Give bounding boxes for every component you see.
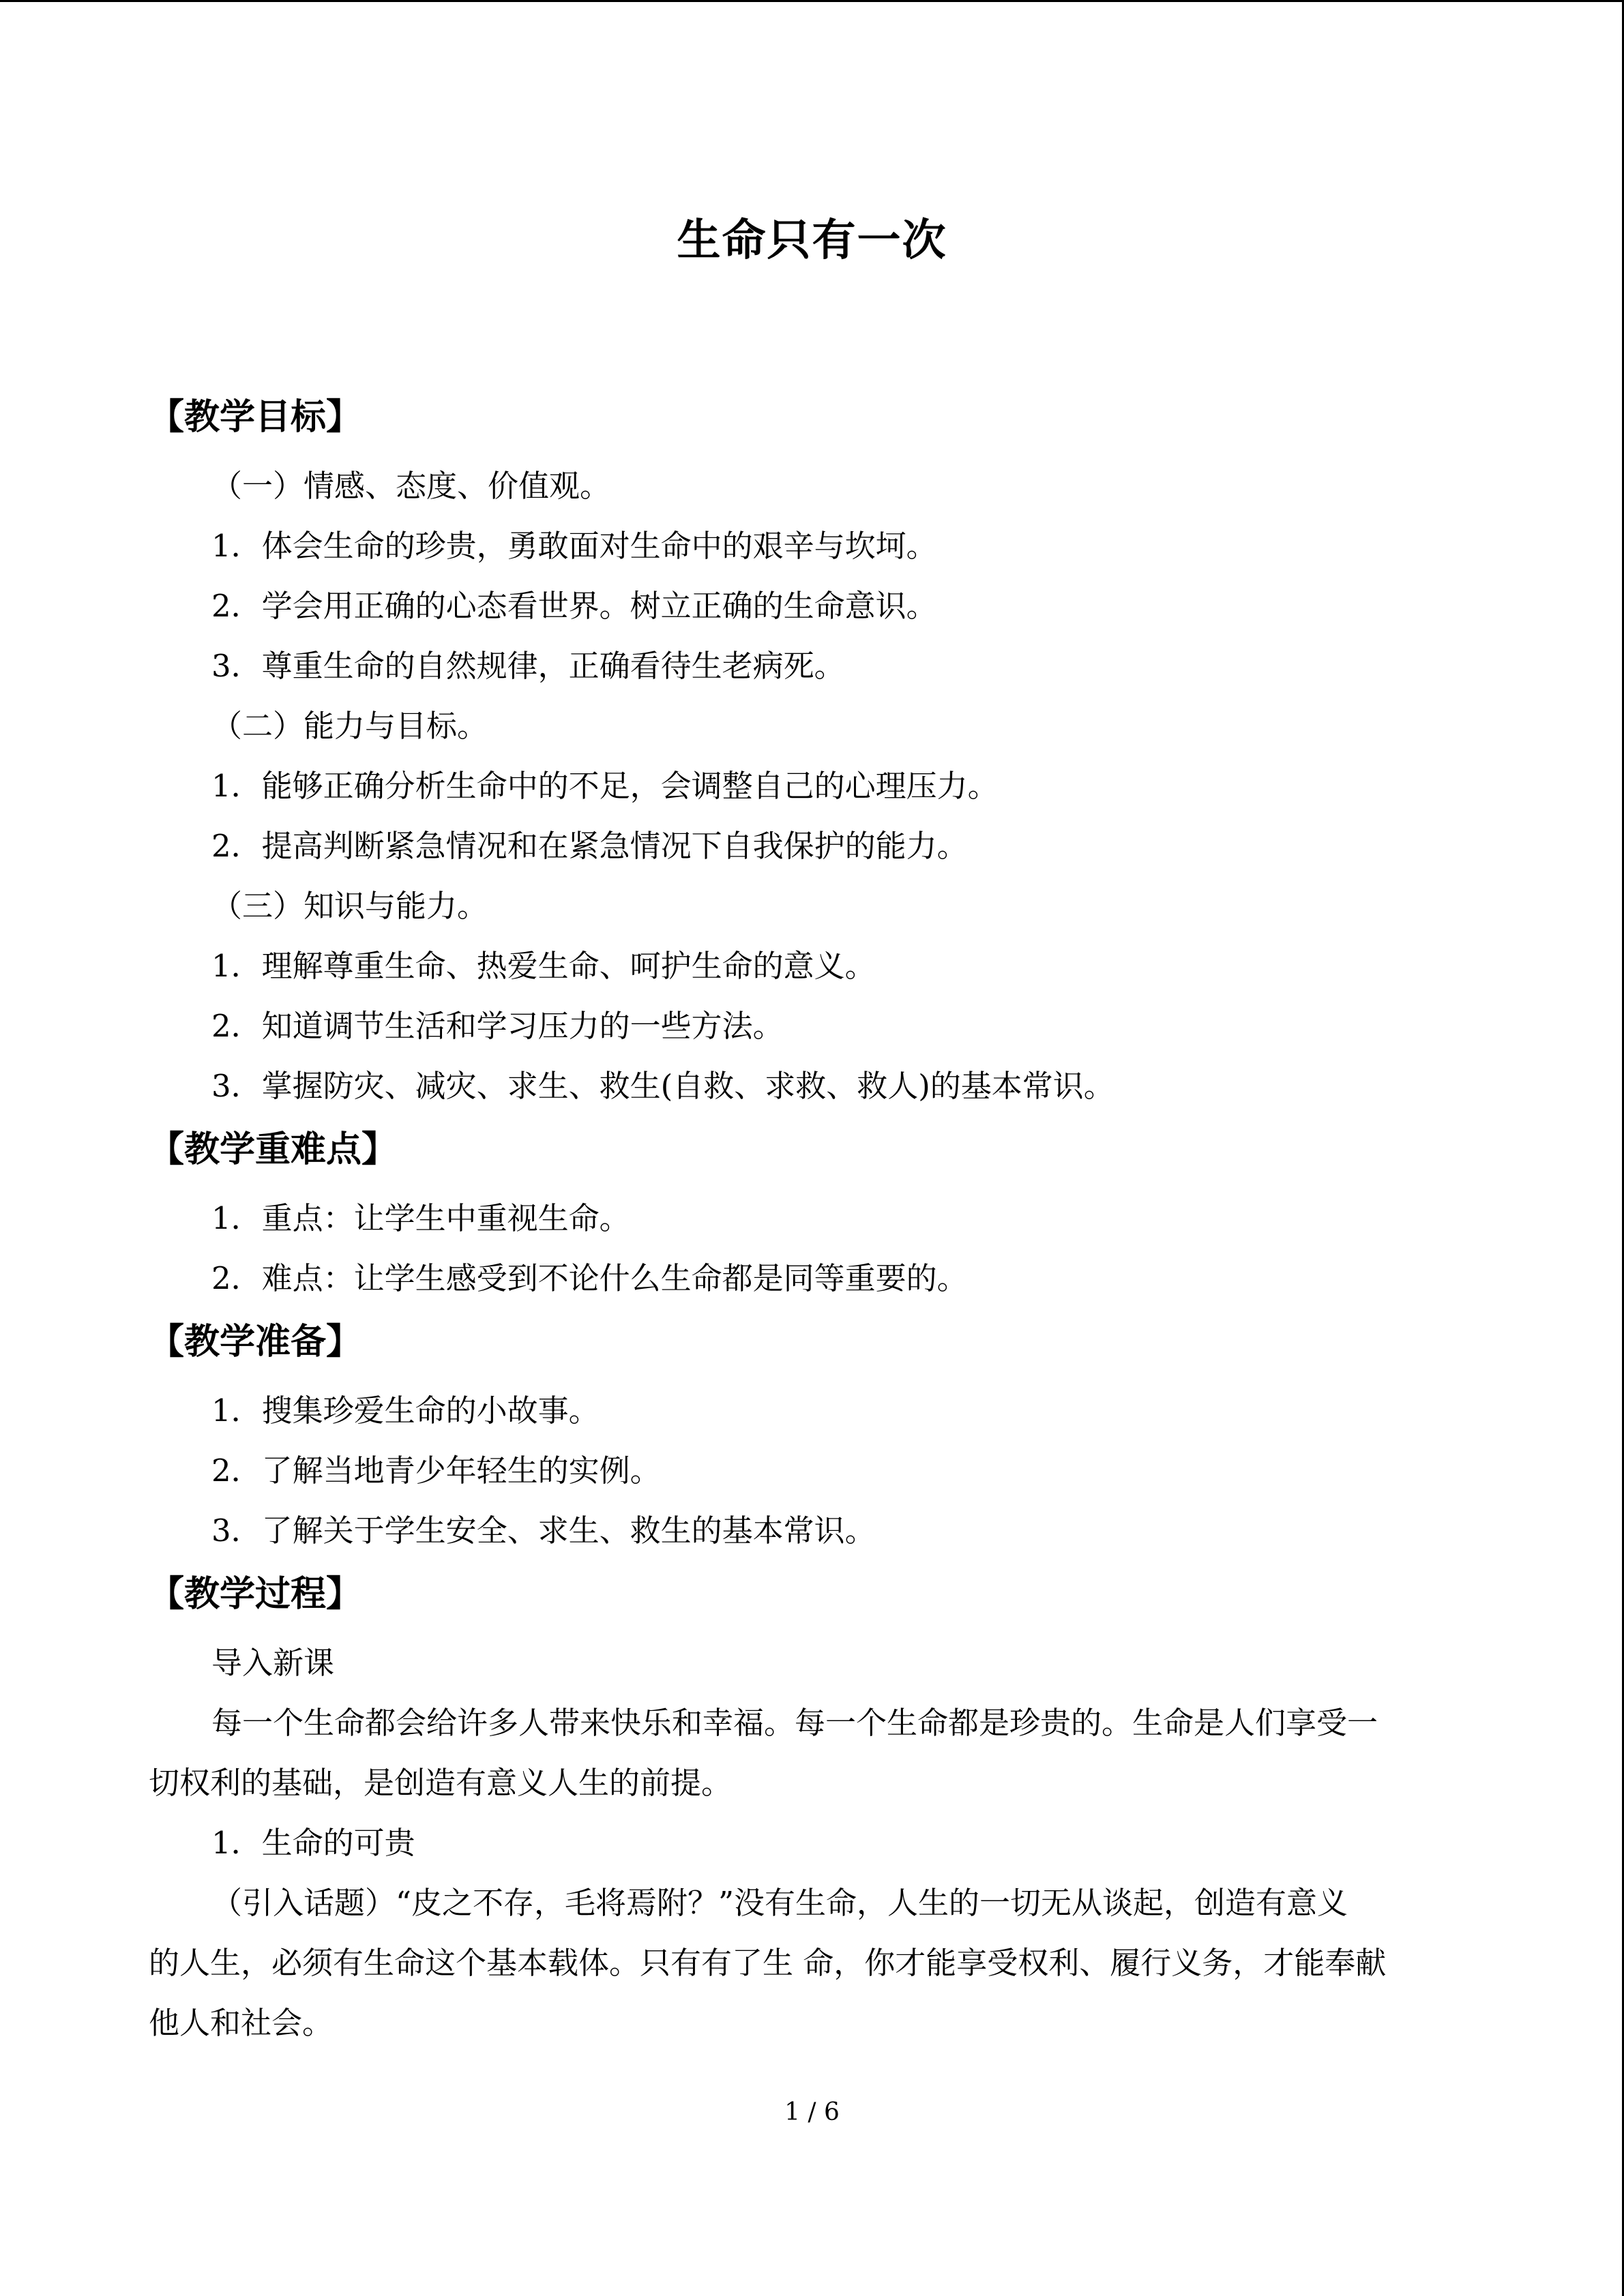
document-body [149, 384, 1486, 2053]
section-heading-goals: 【教学目标】 [149, 397, 362, 438]
preparation-line: 2．了解当地青少年轻生的实例。 [211, 1452, 661, 1489]
section-heading-key-points: 【教学重难点】 [149, 1129, 398, 1170]
section-heading-process: 【教学过程】 [149, 1574, 362, 1615]
document-title: 生命只有一次 [677, 215, 947, 266]
key-points-line: 1．重点：让学生中重视生命。 [211, 1200, 630, 1236]
goals-line: 2．学会用正确的心态看世界。树立正确的生命意识。 [211, 588, 937, 624]
goals-line: （一）情感、态度、价值观。 [211, 468, 611, 504]
process-paragraph-line: 的人生，必须有生命这个基本载体。只有有了生 命，你才能享受权利、履行义务，才能奉献 [149, 1945, 1387, 1981]
goals-line: 1．能够正确分析生命中的不足，会调整自己的心理压力。 [211, 768, 999, 804]
key-points-line: 2．难点：让学生感受到不论什么生命都是同等重要的。 [211, 1260, 968, 1296]
process-paragraph-line: 切权利的基础，是创造有意义人生的前提。 [149, 1765, 733, 1801]
process-subheading: 1．生命的可贵 [211, 1825, 415, 1861]
goals-line: 3．掌握防灾、减灾、求生、救生(自救、求救、救人)的基本常识。 [211, 1068, 1114, 1104]
process-paragraph-line: 他人和社会。 [149, 2005, 334, 2041]
goals-line: 1．理解尊重生命、热爱生命、呵护生命的意义。 [211, 948, 876, 984]
goals-line: 3．尊重生命的自然规律，正确看待生老病死。 [211, 648, 845, 684]
page-indicator: 1 / 6 [784, 2098, 840, 2126]
goals-line: （三）知识与能力。 [211, 888, 488, 924]
preparation-line: 1．搜集珍爱生命的小故事。 [211, 1392, 600, 1429]
process-intro-label: 导入新课 [211, 1645, 335, 1681]
goals-line: （二）能力与目标。 [211, 708, 488, 744]
section-heading-preparation: 【教学准备】 [149, 1322, 362, 1362]
goals-line: 2．提高判断紧急情况和在紧急情况下自我保护的能力。 [211, 828, 968, 864]
goals-line: 1．体会生命的珍贵，勇敢面对生命中的艰辛与坎坷。 [211, 528, 937, 564]
process-paragraph-line: 每一个生命都会给许多人带来快乐和幸福。每一个生命都是珍贵的。生命是人们享受一 [211, 1705, 1378, 1741]
process-paragraph-line: （引入话题）“皮之不存，毛将焉附？”没有生命，人生的一切无从谈起，创造有意义 [211, 1885, 1348, 1921]
preparation-line: 3．了解关于学生安全、求生、救生的基本常识。 [211, 1512, 876, 1549]
goals-line: 2．知道调节生活和学习压力的一些方法。 [211, 1008, 784, 1044]
